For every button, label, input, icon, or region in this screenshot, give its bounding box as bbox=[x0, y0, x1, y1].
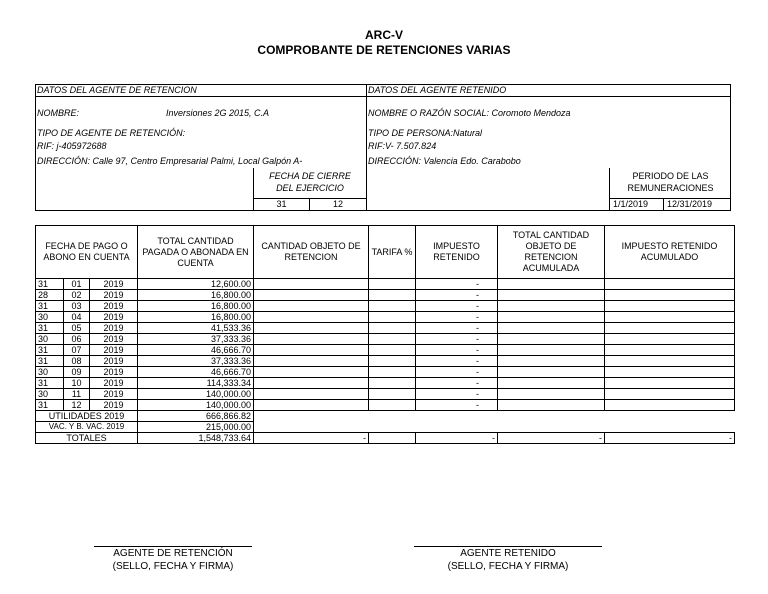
year-cell: 2019 bbox=[90, 400, 138, 411]
retenido-signature-sub: (SELLO, FECHA Y FIRMA) bbox=[447, 561, 569, 572]
vac-blank bbox=[254, 422, 735, 433]
header-fecha: FECHA DE PAGO O ABONO EN CUENTA bbox=[36, 226, 138, 279]
table-row bbox=[36, 290, 735, 301]
header-impuesto: IMPUESTO RETENIDO bbox=[416, 226, 498, 279]
retenido-signature-label: AGENTE RETENIDO bbox=[460, 548, 556, 559]
impuesto-cell: - bbox=[416, 389, 498, 400]
tarifa-cell bbox=[369, 356, 416, 367]
imp-acum-cell bbox=[605, 356, 735, 367]
objeto-cell bbox=[254, 290, 369, 301]
agent-rif: RIF: j-405972688 bbox=[37, 141, 107, 151]
totales-row bbox=[36, 433, 735, 444]
objeto-cell bbox=[254, 345, 369, 356]
totales-value: 1,548,733.64 bbox=[138, 433, 254, 444]
tarifa-cell bbox=[369, 367, 416, 378]
objeto-cell bbox=[254, 312, 369, 323]
periodo-to: 12/31/2019 bbox=[667, 199, 713, 209]
day-cell: 31 bbox=[36, 345, 64, 356]
totales-acumulada: - bbox=[498, 433, 605, 444]
month-cell: 12 bbox=[64, 400, 90, 411]
agent-section-label: DATOS DEL AGENTE DE RETENCION bbox=[37, 85, 197, 95]
imp-acum-cell bbox=[605, 301, 735, 312]
impuesto-cell: - bbox=[416, 345, 498, 356]
day-cell: 31 bbox=[36, 378, 64, 389]
month-cell: 01 bbox=[64, 279, 90, 290]
month-cell: 05 bbox=[64, 323, 90, 334]
impuesto-cell: - bbox=[416, 312, 498, 323]
acumulada-cell bbox=[498, 367, 605, 378]
total-cell: 37,333.36 bbox=[138, 334, 254, 345]
acumulada-cell bbox=[498, 345, 605, 356]
header-tarifa: TARIFA % bbox=[369, 226, 416, 279]
total-cell: 140,000.00 bbox=[138, 400, 254, 411]
hdr-left-line bbox=[35, 84, 36, 211]
tarifa-cell bbox=[369, 389, 416, 400]
day-cell: 30 bbox=[36, 312, 64, 323]
day-cell: 28 bbox=[36, 290, 64, 301]
agent-signature-label: AGENTE DE RETENCIÓN bbox=[113, 548, 233, 559]
acumulada-cell bbox=[498, 356, 605, 367]
table-row bbox=[36, 345, 735, 356]
day-cell: 30 bbox=[36, 389, 64, 400]
table-row bbox=[36, 312, 735, 323]
objeto-cell bbox=[254, 301, 369, 312]
cierre-month: 12 bbox=[332, 199, 343, 209]
table-row bbox=[36, 334, 735, 345]
imp-acum-cell bbox=[605, 279, 735, 290]
imp-acum-cell bbox=[605, 334, 735, 345]
agent-direccion: DIRECCIÓN: Calle 97, Centro Empresarial Palmi, Local Galpón A- bbox=[37, 156, 303, 166]
vac-row bbox=[36, 422, 735, 433]
impuesto-cell: - bbox=[416, 356, 498, 367]
tarifa-cell bbox=[369, 334, 416, 345]
document-title: ARC-V bbox=[365, 28, 403, 42]
month-cell: 09 bbox=[64, 367, 90, 378]
day-cell: 30 bbox=[36, 334, 64, 345]
tarifa-cell bbox=[369, 290, 416, 301]
acumulada-cell bbox=[498, 334, 605, 345]
hdr-bottom-line bbox=[35, 210, 731, 211]
totales-impuesto: - bbox=[416, 433, 498, 444]
year-cell: 2019 bbox=[90, 334, 138, 345]
utilidades-blank bbox=[254, 411, 735, 422]
agent-signature-sub: (SELLO, FECHA Y FIRMA) bbox=[112, 561, 234, 572]
acumulada-cell bbox=[498, 389, 605, 400]
objeto-cell bbox=[254, 356, 369, 367]
header-imp-acum: IMPUESTO RETENIDO ACUMULADO bbox=[605, 226, 735, 279]
impuesto-cell: - bbox=[416, 290, 498, 301]
impuesto-cell: - bbox=[416, 367, 498, 378]
objeto-cell bbox=[254, 334, 369, 345]
month-cell: 06 bbox=[64, 334, 90, 345]
table-row bbox=[36, 389, 735, 400]
totales-label: TOTALES bbox=[36, 433, 138, 444]
day-cell: 31 bbox=[36, 279, 64, 290]
month-cell: 07 bbox=[64, 345, 90, 356]
month-cell: 04 bbox=[64, 312, 90, 323]
table-row bbox=[36, 400, 735, 411]
periodo-split bbox=[663, 198, 664, 211]
periodo-label-2: REMUNERACIONES bbox=[627, 183, 714, 193]
table-header-row bbox=[36, 226, 735, 279]
impuesto-cell: - bbox=[416, 279, 498, 290]
tarifa-cell bbox=[369, 279, 416, 290]
year-cell: 2019 bbox=[90, 356, 138, 367]
tarifa-cell bbox=[369, 301, 416, 312]
retenido-direccion: DIRECCIÓN: Valencia Edo. Carabobo bbox=[368, 156, 521, 166]
objeto-cell bbox=[254, 400, 369, 411]
month-cell: 08 bbox=[64, 356, 90, 367]
hdr-mid-line bbox=[366, 84, 367, 211]
total-cell: 16,800.00 bbox=[138, 290, 254, 301]
hdr-line-2 bbox=[35, 96, 731, 97]
vac-value: 215,000.00 bbox=[138, 422, 254, 433]
retenido-nombre: NOMBRE O RAZÓN SOCIAL: Coromoto Mendoza bbox=[368, 108, 571, 118]
acumulada-cell bbox=[498, 290, 605, 301]
table-body bbox=[36, 279, 735, 411]
month-cell: 03 bbox=[64, 301, 90, 312]
periodo-from: 1/1/2019 bbox=[613, 199, 649, 209]
objeto-cell bbox=[254, 378, 369, 389]
header-acumulada: TOTAL CANTIDAD OBJETO DE RETENCION ACUMULADA bbox=[498, 226, 605, 279]
year-cell: 2019 bbox=[90, 301, 138, 312]
total-cell: 37,333.36 bbox=[138, 356, 254, 367]
table-row bbox=[36, 301, 735, 312]
retenido-signature-line bbox=[414, 546, 602, 547]
utilidades-label: UTILIDADES 2019 bbox=[36, 411, 138, 422]
impuesto-cell: - bbox=[416, 323, 498, 334]
retenciones-table bbox=[35, 225, 735, 444]
total-cell: 16,800.00 bbox=[138, 312, 254, 323]
utilidades-row bbox=[36, 411, 735, 422]
totales-tarifa bbox=[369, 433, 416, 444]
agent-nombre-value: Inversiones 2G 2015, C.A bbox=[166, 108, 270, 118]
total-cell: 41,533.36 bbox=[138, 323, 254, 334]
impuesto-cell: - bbox=[416, 378, 498, 389]
total-cell: 140,000.00 bbox=[138, 389, 254, 400]
retenido-rif: RIF:V- 7.507.824 bbox=[368, 141, 437, 151]
cierre-label-1: FECHA DE CIERRE bbox=[269, 171, 351, 181]
year-cell: 2019 bbox=[90, 312, 138, 323]
table-row bbox=[36, 356, 735, 367]
acumulada-cell bbox=[498, 323, 605, 334]
day-cell: 31 bbox=[36, 356, 64, 367]
month-cell: 11 bbox=[64, 389, 90, 400]
year-cell: 2019 bbox=[90, 378, 138, 389]
tarifa-cell bbox=[369, 345, 416, 356]
objeto-cell bbox=[254, 279, 369, 290]
imp-acum-cell bbox=[605, 323, 735, 334]
vac-label: VAC. Y B. VAC. 2019 bbox=[36, 422, 138, 433]
header-block bbox=[35, 84, 731, 211]
table-row bbox=[36, 378, 735, 389]
tarifa-cell bbox=[369, 323, 416, 334]
objeto-cell bbox=[254, 323, 369, 334]
year-cell: 2019 bbox=[90, 389, 138, 400]
year-cell: 2019 bbox=[90, 323, 138, 334]
imp-acum-cell bbox=[605, 290, 735, 301]
day-cell: 31 bbox=[36, 301, 64, 312]
year-cell: 2019 bbox=[90, 367, 138, 378]
year-cell: 2019 bbox=[90, 290, 138, 301]
retenido-tipo: TIPO DE PERSONA:Natural bbox=[368, 128, 483, 138]
imp-acum-cell bbox=[605, 345, 735, 356]
total-cell: 16,800.00 bbox=[138, 301, 254, 312]
agent-signature-line bbox=[94, 546, 252, 547]
day-cell: 31 bbox=[36, 323, 64, 334]
imp-acum-cell bbox=[605, 389, 735, 400]
imp-acum-cell bbox=[605, 367, 735, 378]
total-cell: 46,666.70 bbox=[138, 345, 254, 356]
objeto-cell bbox=[254, 389, 369, 400]
acumulada-cell bbox=[498, 312, 605, 323]
total-cell: 46,666.70 bbox=[138, 367, 254, 378]
tarifa-cell bbox=[369, 312, 416, 323]
month-cell: 02 bbox=[64, 290, 90, 301]
imp-acum-cell bbox=[605, 378, 735, 389]
day-cell: 31 bbox=[36, 400, 64, 411]
year-cell: 2019 bbox=[90, 279, 138, 290]
cierre-label-2: DEL EJERCICIO bbox=[276, 183, 344, 193]
periodo-label-1: PERIODO DE LAS bbox=[632, 171, 709, 181]
impuesto-cell: - bbox=[416, 334, 498, 345]
impuesto-cell: - bbox=[416, 301, 498, 312]
month-cell: 10 bbox=[64, 378, 90, 389]
totales-imp-acum: - bbox=[605, 433, 735, 444]
acumulada-cell bbox=[498, 378, 605, 389]
year-cell: 2019 bbox=[90, 345, 138, 356]
table-row bbox=[36, 279, 735, 290]
retenido-section-label: DATOS DEL AGENTE RETENIDO bbox=[368, 85, 507, 95]
day-cell: 30 bbox=[36, 367, 64, 378]
objeto-cell bbox=[254, 367, 369, 378]
tarifa-cell bbox=[369, 400, 416, 411]
table-row bbox=[36, 323, 735, 334]
totales-objeto: - bbox=[254, 433, 369, 444]
total-cell: 12,600.00 bbox=[138, 279, 254, 290]
total-cell: 114,333.34 bbox=[138, 378, 254, 389]
header-total: TOTAL CANTIDAD PAGADA O ABONADA EN CUENTA bbox=[138, 226, 254, 279]
imp-acum-cell bbox=[605, 312, 735, 323]
table-row bbox=[36, 367, 735, 378]
tarifa-cell bbox=[369, 378, 416, 389]
acumulada-cell bbox=[498, 279, 605, 290]
acumulada-cell bbox=[498, 400, 605, 411]
agent-tipo: TIPO DE AGENTE DE RETENCIÓN: bbox=[37, 128, 186, 138]
header-objeto: CANTIDAD OBJETO DE RETENCION bbox=[254, 226, 369, 279]
cierre-day: 31 bbox=[276, 199, 287, 209]
agent-nombre-label: NOMBRE: bbox=[37, 108, 80, 118]
acumulada-cell bbox=[498, 301, 605, 312]
utilidades-value: 666,866.82 bbox=[138, 411, 254, 422]
document-subtitle: COMPROBANTE DE RETENCIONES VARIAS bbox=[257, 43, 511, 57]
impuesto-cell: - bbox=[416, 400, 498, 411]
imp-acum-cell bbox=[605, 400, 735, 411]
